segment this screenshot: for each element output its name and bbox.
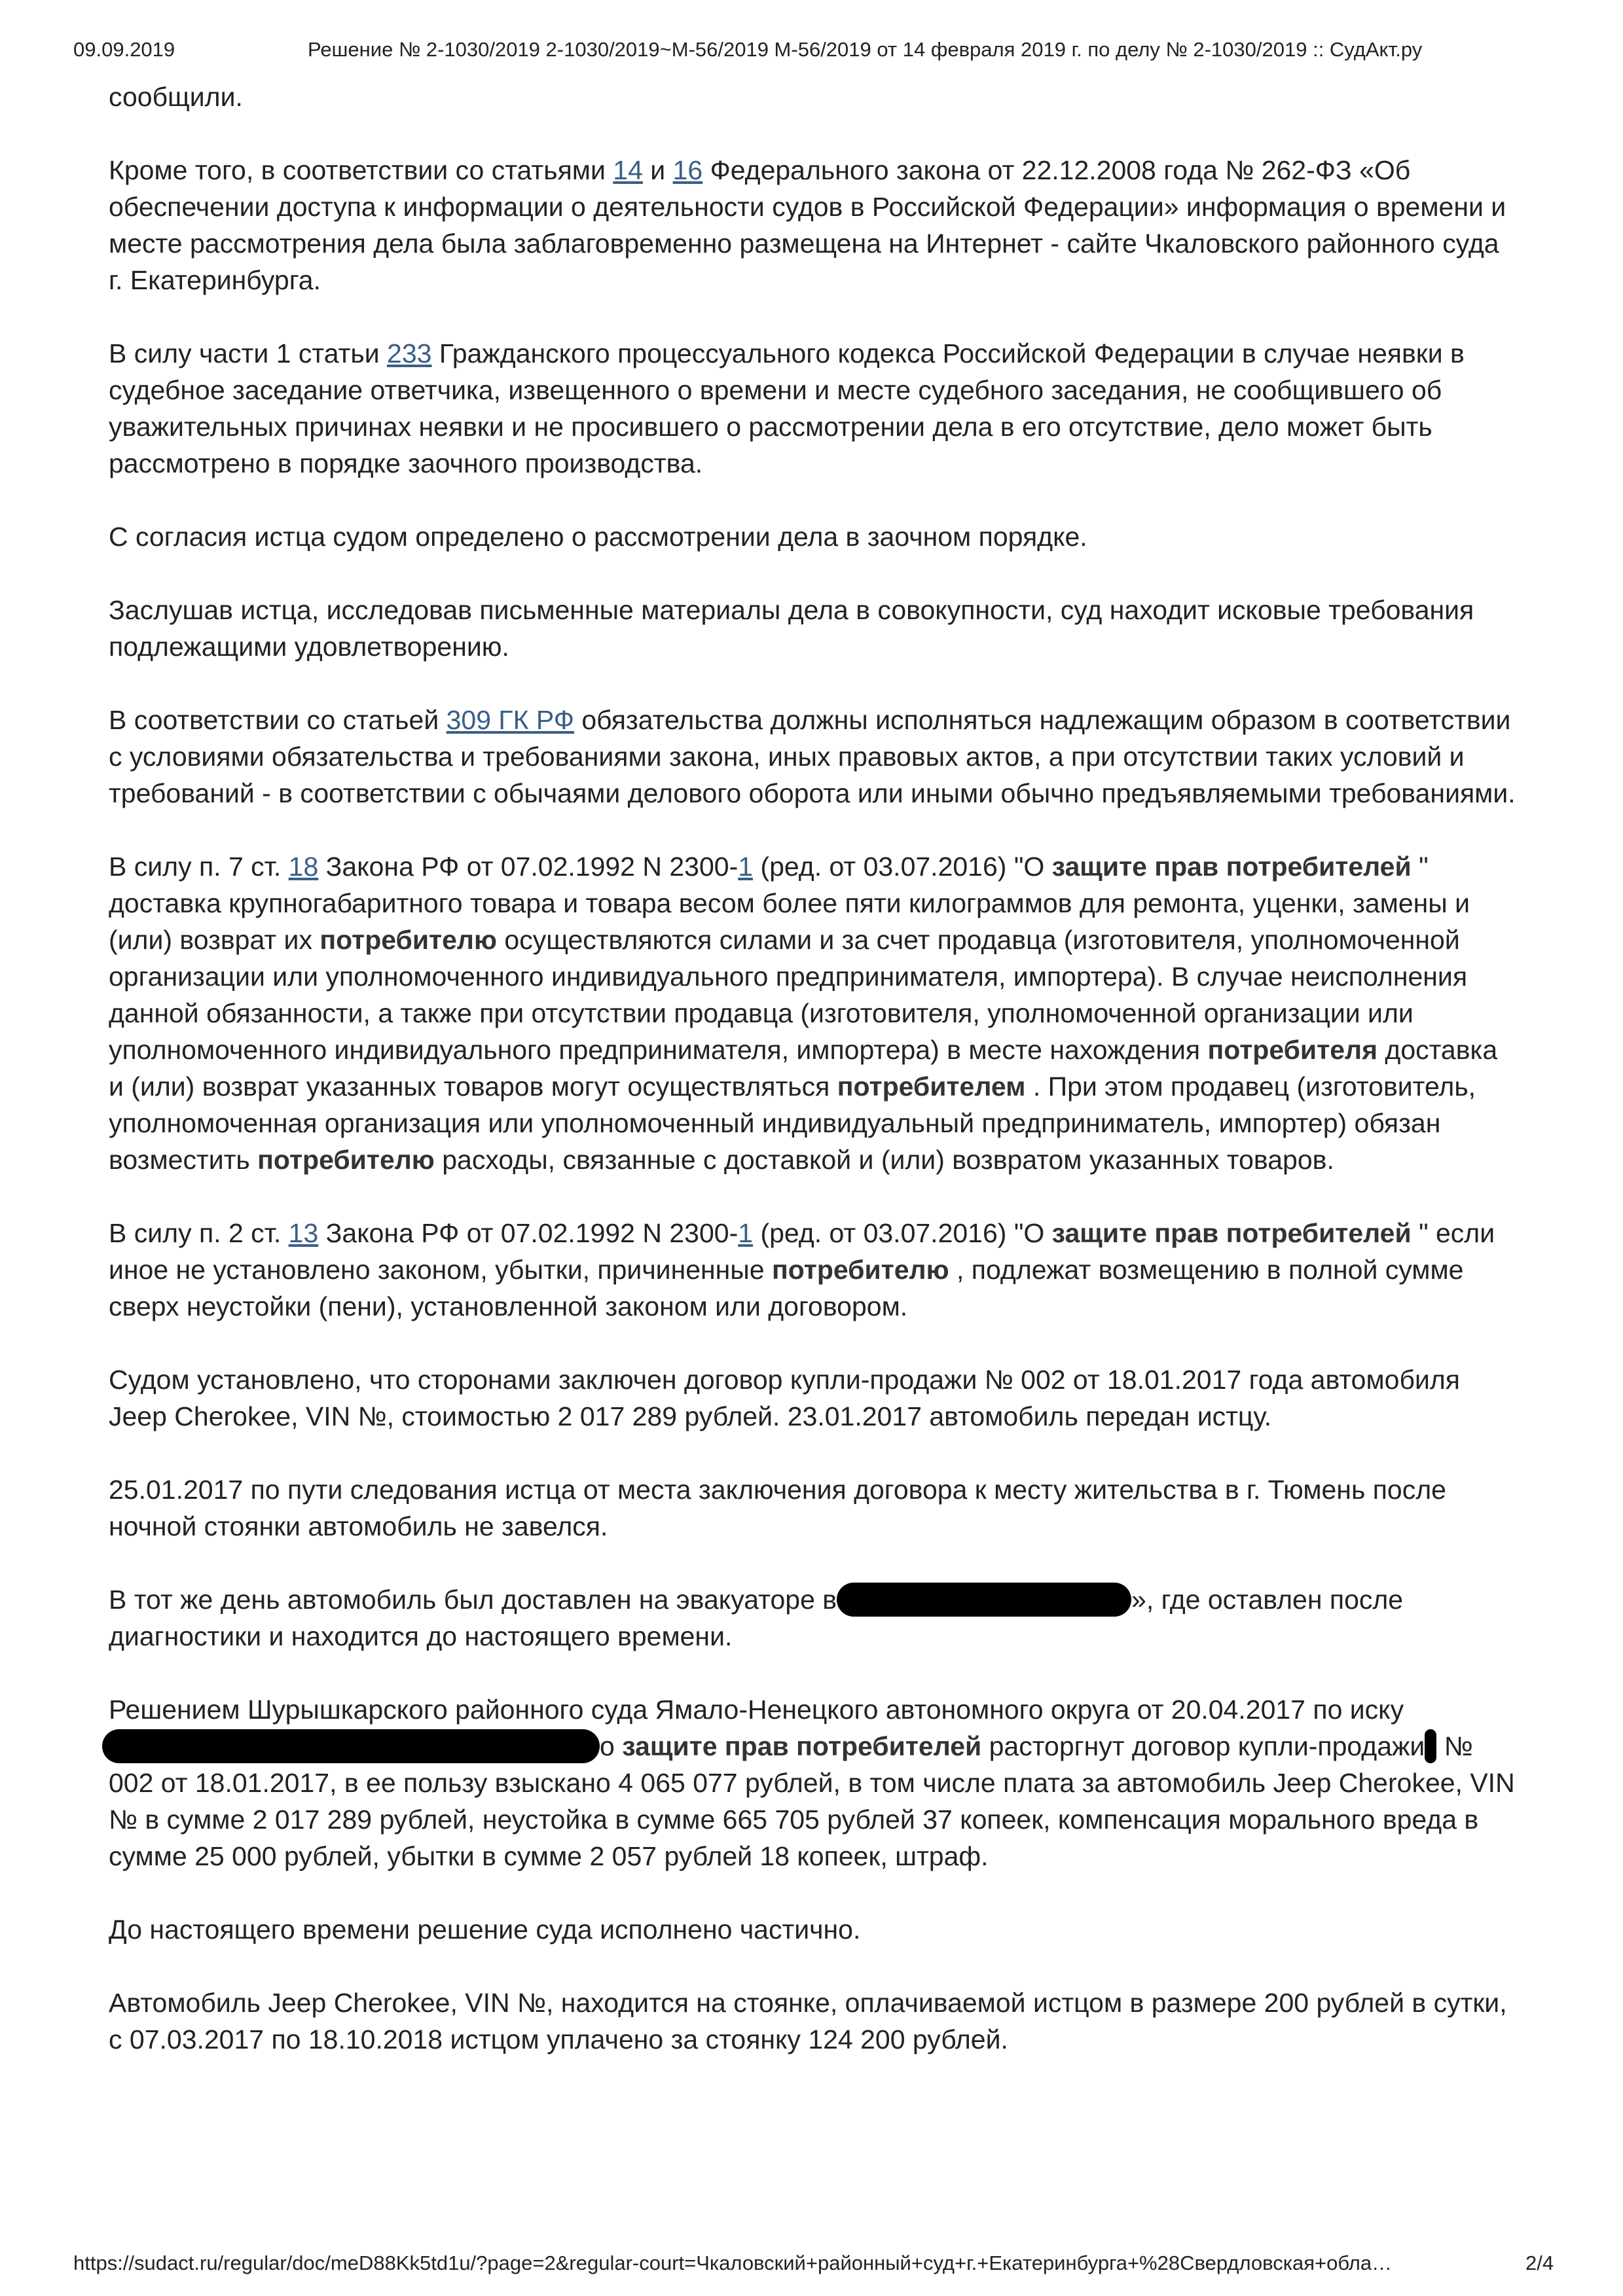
paragraph-13: Автомобиль Jeep Cherokee, VIN №, находится на стоянке, оплачиваемой истцом в размере 200 рублей в сутки, с 07.03.2017 по 18.10.2018 истцом уплачено за стоянку 124 200 рублей. (109, 1988, 1507, 2054)
text: " доставка крупногабаритного товара и товара весом более пяти килограммов для ремонта, уценки, замены и (или) возврат их (109, 852, 1470, 955)
document-body (109, 79, 1516, 2094)
link-law-part-1[interactable]: 1 (738, 1218, 754, 1248)
text: , подлежат возмещению в полной сумме сверх неустойки (пени), установленной законом или договором. (109, 1255, 1464, 1321)
text: № 002 от 18.01.2017, в ее пользу взыскано 4 065 077 рублей, в том числе плата за автомобиль Jeep Cherokee, VIN № в сумме 2 017 289 рублей, неустойка в сумме 665 705 рублей 37 копеек, компенсация морального вреда в сумме 25 000 рублей, убытки в сумме 2 057 рублей 18 копеек, штраф. (109, 1731, 1515, 1871)
text: Закона РФ от 07.02.1992 N 2300- (318, 1218, 739, 1248)
paragraph-1 (109, 152, 1516, 298)
text: Гражданского процессуального кодекса Российской Федерации в случае неявки в судебное заседание ответчика, извещенного о времени и месте судебного заседания, не сообщившего об уважительных причинах неявки и не просившего о рассмотрении дела в его отсутствие, дело может быть рассмотрено в порядке заочного производства. (109, 338, 1465, 478)
text: Решением Шурышкарского районного суда Ямало-Ненецкого автономного округа от 20.04.2017 по иску (109, 1695, 1404, 1725)
paragraph-3: С согласия истца судом определено о рассмотрении дела в заочном порядке. (109, 522, 1087, 552)
text: В соответствии со статьей (109, 705, 447, 735)
page-number: 2/4 (1525, 2251, 1554, 2274)
paragraph-11 (109, 1691, 1516, 1874)
highlight-term: защите прав потребителей (622, 1731, 982, 1761)
text: доставка и (или) возврат указанных товаров могут осуществляться (109, 1035, 1498, 1102)
text: В силу части 1 статьи (109, 338, 388, 368)
redaction-block (1425, 1729, 1436, 1763)
text: (ред. от 03.07.2016) "О (753, 852, 1052, 882)
text: обязательства должны исполняться надлежащим образом в соответствии с условиями обязательства и требованиями закона, иных правовых актов, а при отсутствии таких условий и требований - в соответствии с обычаями делового оборота или иными обычно предъявляемыми требованиями. (109, 705, 1516, 808)
link-law-part-1[interactable]: 1 (738, 852, 754, 882)
paragraph-9: 25.01.2017 по пути следования истца от места заключения договора к месту жительства в г. Тюмень после ночной стоянки автомобиль не завелся. (109, 1475, 1446, 1541)
highlight-term: потребителем (837, 1071, 1026, 1102)
text: (ред. от 03.07.2016) "О (753, 1218, 1052, 1248)
highlight-term: потребителю (257, 1145, 435, 1175)
text: Кроме того, в соответствии со статьями (109, 155, 613, 185)
paragraph-2 (109, 335, 1516, 482)
text: . При этом продавец (изготовитель, уполномоченная организация или уполномоченный индивидуальный предприниматель, импортер) обязан возместить (109, 1071, 1476, 1175)
print-url: https://sudact.ru/regular/doc/meD88Kk5td1u/?page=2&regular-court=Чкаловский+районный+суд+г.+Екатеринбурга+%28Свердловская+обла… (73, 2251, 1393, 2274)
highlight-term: потребителя (1207, 1035, 1377, 1065)
link-article-14[interactable]: 14 (613, 155, 643, 185)
paragraph-8: Судом установлено, что сторонами заключен договор купли-продажи № 002 от 18.01.2017 года автомобиля Jeep Cherokee, VIN №, стоимостью 2 017 289 рублей. 23.01.2017 автомобиль передан истцу. (109, 1365, 1460, 1431)
text: осуществляются силами и за счет продавца (изготовителя, уполномоченной организации или уполномоченного индивидуального предпринимателя, импортера). В случае неисполнения данной обязанности, а также при отсутствии продавца (изготовителя, уполномоченной организации или уполномоченного индивидуального предпринимателя, импортера) в месте нахождения (109, 925, 1468, 1065)
highlight-term: защите прав потребителей (1051, 1218, 1412, 1248)
link-article-309[interactable]: 309 ГК РФ (446, 705, 574, 735)
highlight-term: потребителю (771, 1255, 949, 1285)
highlight-term: защите прав потребителей (1051, 852, 1412, 882)
text: В силу п. 7 ст. (109, 852, 289, 882)
print-title: Решение № 2-1030/2019 2-1030/2019~М-56/2019 М-56/2019 от 14 февраля 2019 г. по делу № 2-1030/2019 :: СудАкт.ру (308, 38, 1423, 61)
text: расходы, связанные с доставкой и (или) возвратом указанных товаров. (434, 1145, 1334, 1175)
link-article-13[interactable]: 13 (288, 1218, 319, 1248)
link-article-233[interactable]: 233 (387, 338, 432, 368)
redaction-block (102, 1729, 600, 1763)
link-article-16[interactable]: 16 (672, 155, 703, 185)
text: и (642, 155, 673, 185)
link-article-18[interactable]: 18 (288, 852, 319, 882)
paragraph-10 (109, 1581, 1516, 1655)
text: " если иное не установлено законом, убытки, причиненные (109, 1218, 1495, 1285)
paragraph-0: сообщили. (109, 82, 243, 112)
redaction-block (837, 1583, 1131, 1617)
print-date: 09.09.2019 (73, 38, 175, 61)
text: расторгнут договор купли-продажи (981, 1731, 1425, 1761)
paragraph-6 (109, 848, 1516, 1178)
text: Закона РФ от 07.02.1992 N 2300- (318, 852, 739, 882)
paragraph-7 (109, 1215, 1516, 1325)
text: », где оставлен после диагностики и находится до настоящего времени. (109, 1585, 1404, 1651)
text: В силу п. 2 ст. (109, 1218, 289, 1248)
text: В тот же день автомобиль был доставлен на эвакуаторе в (109, 1585, 837, 1615)
paragraph-5 (109, 702, 1516, 812)
paragraph-12: До настоящего времени решение суда исполнено частично. (109, 1914, 861, 1945)
highlight-term: потребителю (319, 925, 497, 955)
paragraph-4: Заслушав истца, исследовав письменные материалы дела в совокупности, суд находит исковые требования подлежащими удовлетворению. (109, 595, 1474, 662)
text: Федерального закона от 22.12.2008 года № 262-ФЗ «Об обеспечении доступа к информации о деятельности судов в Российской Федерации» информация о времени и месте рассмотрения дела была заблаговременно размещена на Интернет - сайте Чкаловского районного суда г. Екатеринбурга. (109, 155, 1506, 295)
text: о (600, 1731, 623, 1761)
